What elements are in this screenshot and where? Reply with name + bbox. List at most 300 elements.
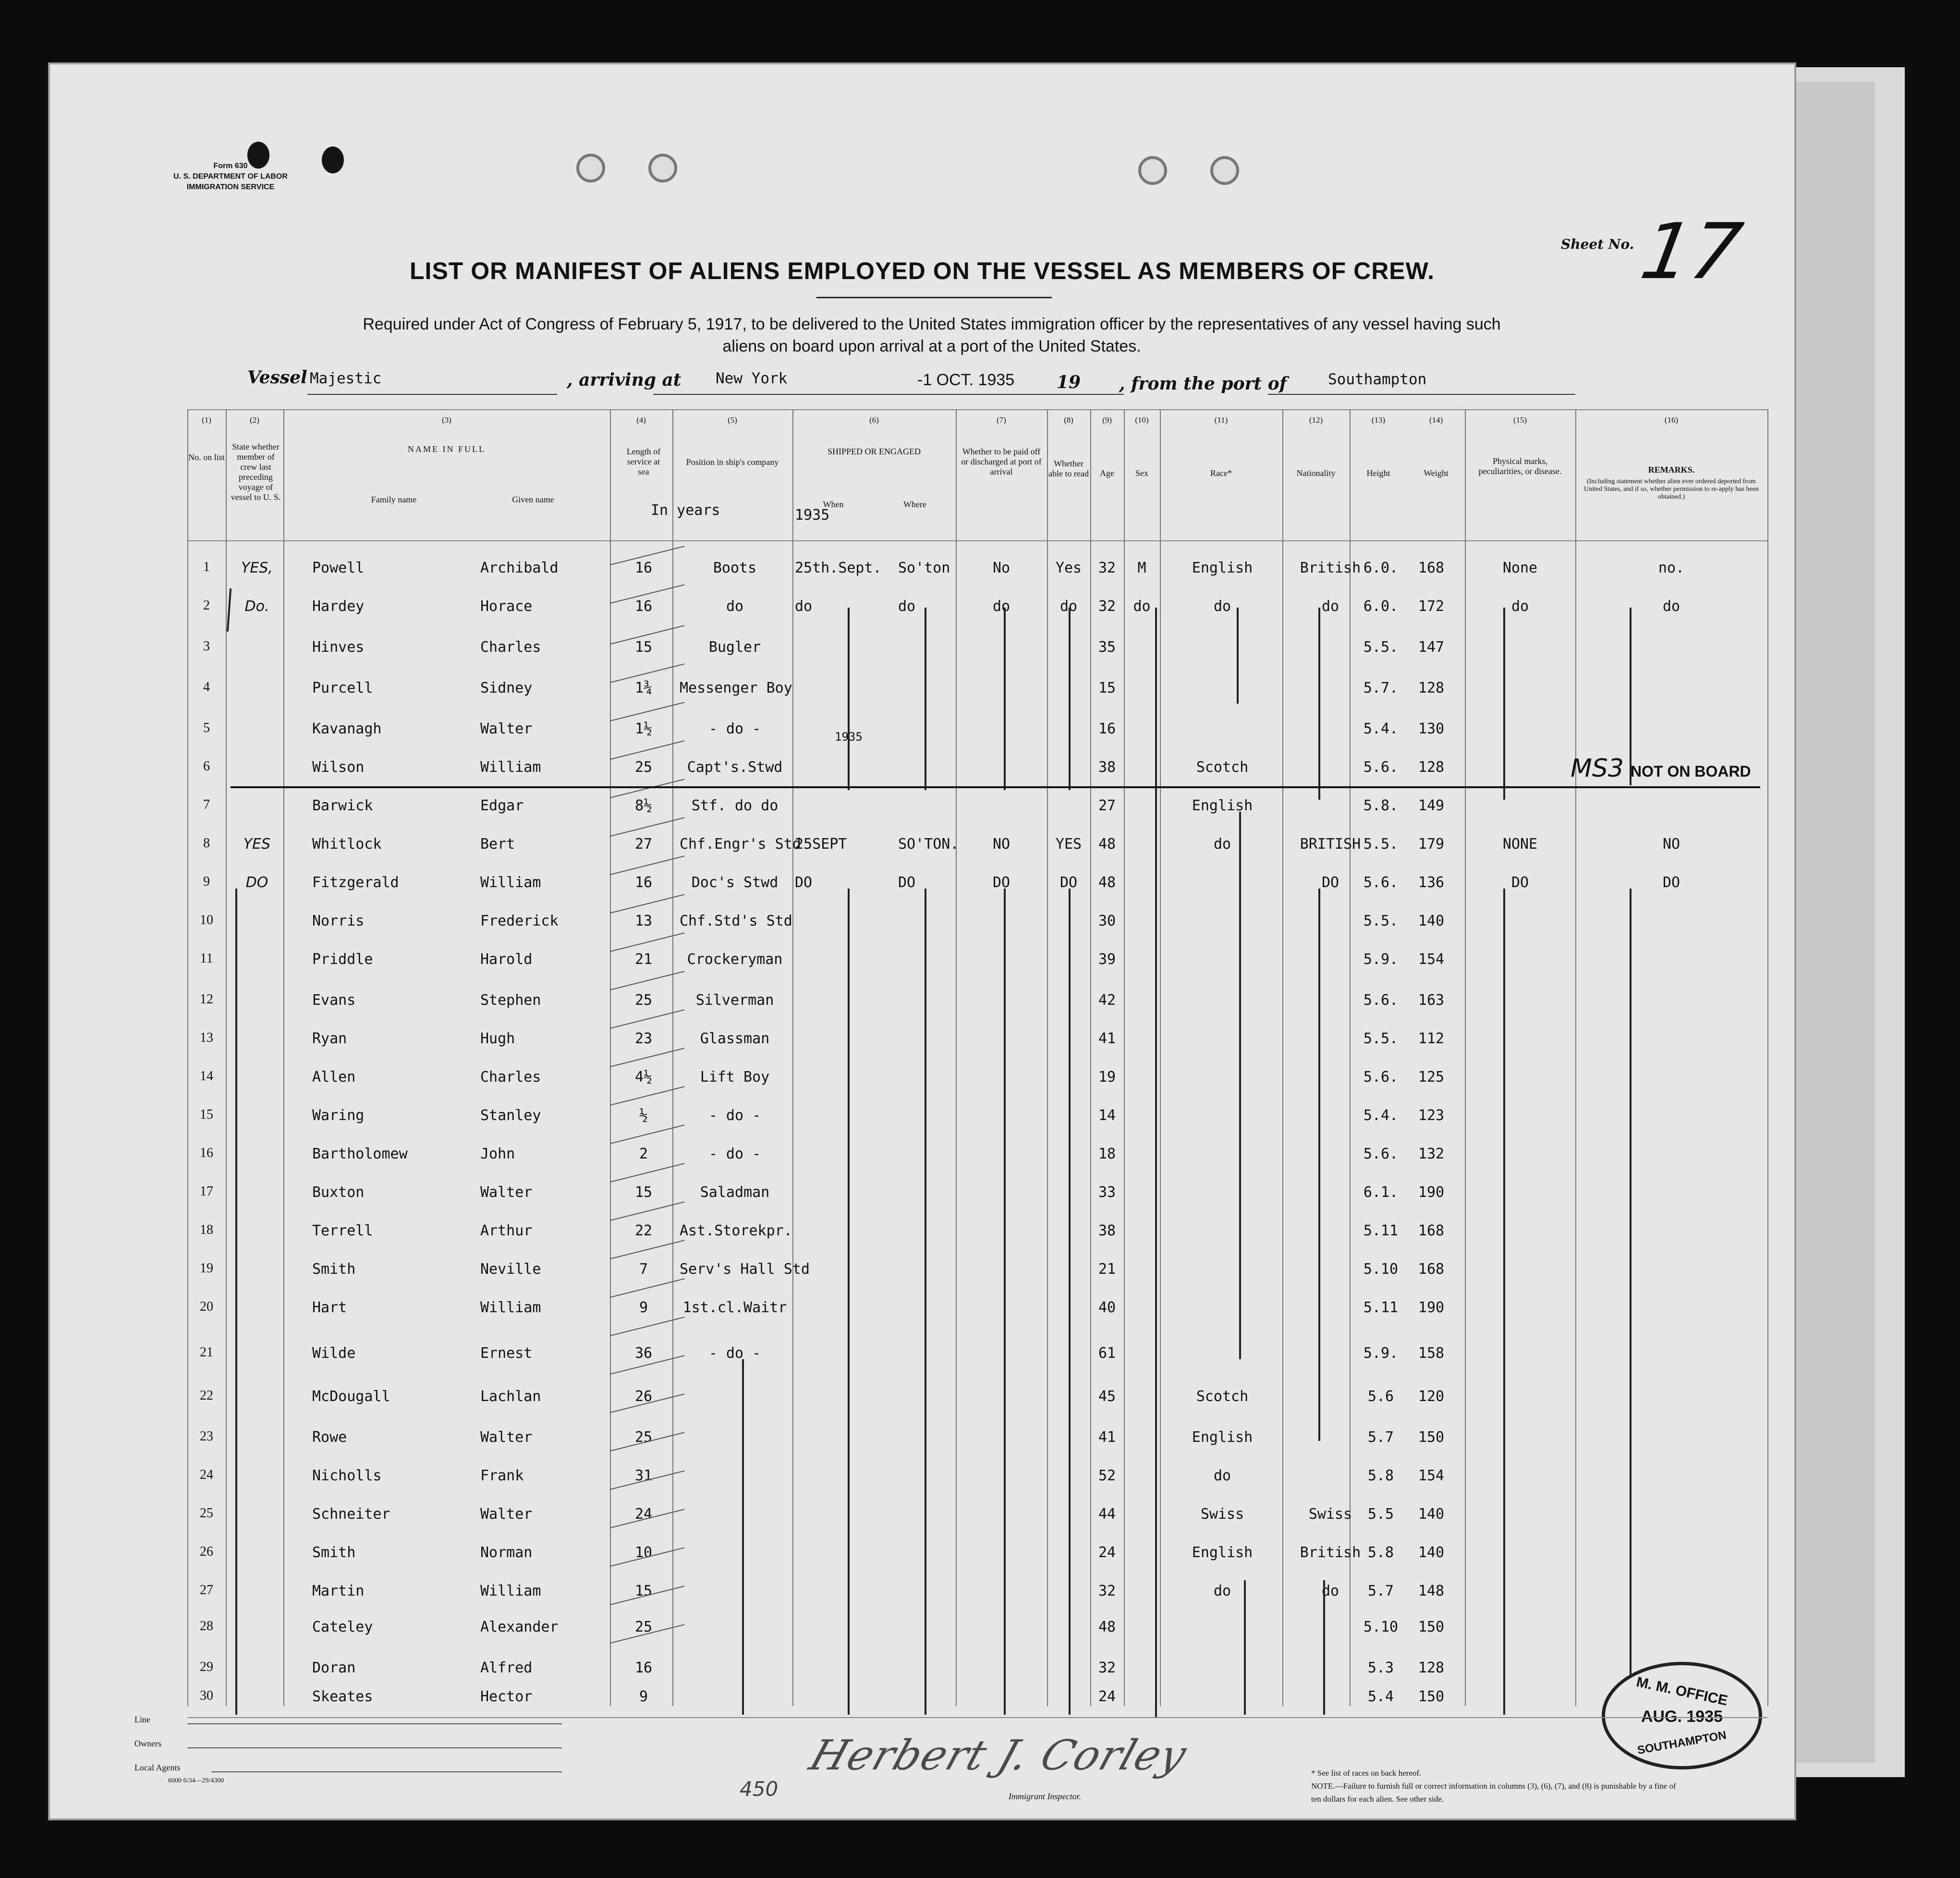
- tally-mark: [610, 932, 685, 952]
- cell-weight: 128: [1418, 759, 1445, 776]
- cell-position: - do -: [708, 720, 761, 737]
- row-number: 2: [203, 598, 210, 613]
- header-in-years: In years: [651, 502, 720, 519]
- cell-weight: 168: [1418, 560, 1445, 576]
- row-number: 19: [200, 1261, 213, 1276]
- cell-age: 21: [1098, 1261, 1116, 1278]
- cell-service: ½: [639, 1107, 648, 1124]
- cell-weight: 148: [1418, 1583, 1445, 1599]
- cell-nationality: Swiss: [1308, 1506, 1352, 1523]
- cell-service: 25: [634, 1429, 653, 1446]
- header-family-name: Family name: [371, 495, 417, 504]
- cell-age: 30: [1098, 913, 1116, 929]
- cell-read: YES: [1055, 836, 1082, 853]
- row-number: 28: [200, 1619, 213, 1634]
- cell-position: 1st.cl.Waitr: [682, 1299, 787, 1316]
- cell-age: 52: [1098, 1467, 1116, 1484]
- cell-height: 5.6.: [1363, 1069, 1399, 1085]
- races-footnote: * See list of races on back hereof.: [1311, 1768, 1422, 1778]
- cell-weight: 130: [1418, 720, 1445, 737]
- cell-weight: 120: [1418, 1388, 1445, 1405]
- cell-marks: DO: [1511, 874, 1529, 891]
- tally-mark: [610, 779, 685, 798]
- cell-weight: 136: [1418, 874, 1445, 891]
- column-number: (3): [442, 415, 451, 425]
- cell-family: Rowe: [312, 1429, 347, 1446]
- cell-given: Ernest: [480, 1345, 533, 1362]
- cell-position: Silverman: [695, 992, 774, 1009]
- header-length-of-service: Length of service at sea: [626, 447, 661, 476]
- cell-family: Hardey: [312, 598, 365, 615]
- cell-age: 24: [1098, 1544, 1116, 1561]
- cell-service: 25: [634, 1619, 653, 1635]
- header-nationality: Nationality: [1296, 468, 1336, 478]
- cell-height: 5.10: [1363, 1261, 1399, 1278]
- cell-height: 5.8.: [1363, 797, 1399, 814]
- cell-height: 5.4: [1367, 1688, 1394, 1705]
- cell-service: 10: [634, 1544, 653, 1561]
- cell-given: Stanley: [480, 1107, 541, 1124]
- row-number: 1: [203, 560, 210, 574]
- row-number: 26: [200, 1544, 213, 1559]
- cell-sex: do: [1133, 598, 1151, 615]
- penalty-note: NOTE.—Failure to furnish full or correct information in columns (3), (6), (7), and (8) is punishable by a fine of ten dollars for each alien. See other side.: [1311, 1781, 1676, 1804]
- header-shipped-or-engaged: SHIPPED OR ENGAGED: [827, 447, 921, 456]
- cell-read: do: [1059, 598, 1078, 615]
- cell-race: do: [1213, 1583, 1231, 1599]
- row-number: 17: [200, 1184, 213, 1199]
- cell-given: Hugh: [480, 1030, 515, 1047]
- header-physical-marks: Physical marks, peculiarities, or disease.: [1478, 456, 1562, 476]
- arrival-port: New York: [716, 370, 788, 387]
- ditto-line: [1630, 889, 1631, 1676]
- cell-weight: 128: [1418, 680, 1445, 696]
- row-number: 29: [200, 1659, 213, 1674]
- cell-paid: do: [992, 598, 1010, 615]
- office-date-stamp: [1602, 1662, 1762, 1769]
- cell-given: Alexander: [480, 1619, 559, 1635]
- cell-given: Archibald: [480, 560, 559, 576]
- cell-family: Martin: [312, 1583, 365, 1599]
- row-number: 25: [200, 1506, 213, 1521]
- cell-age: 16: [1098, 720, 1116, 737]
- cell-weight: 154: [1418, 951, 1445, 968]
- cell-height: 5.5.: [1363, 639, 1399, 656]
- cell-height: 6.1.: [1363, 1184, 1399, 1201]
- cell-age: 38: [1098, 759, 1116, 776]
- cell-race: English: [1192, 1429, 1253, 1446]
- cell-marks: do: [1511, 598, 1529, 615]
- header-paid-off: Whether to be paid off or discharged at port of arrival: [961, 447, 1042, 476]
- row-number: 9: [203, 874, 210, 889]
- cell-service: 1¾: [634, 680, 653, 696]
- binder-ring-icon: [1138, 156, 1167, 185]
- tally-mark: [610, 1240, 685, 1259]
- header-name-in-full: NAME IN FULL: [408, 444, 486, 454]
- cell-age: 32: [1098, 1583, 1116, 1599]
- header-given-name: Given name: [512, 495, 554, 504]
- cell-given: Neville: [480, 1261, 541, 1278]
- ditto-line: [742, 1359, 744, 1715]
- tally-mark: [610, 740, 685, 760]
- cell-family: Cateley: [312, 1619, 373, 1635]
- ditto-line: [1318, 889, 1320, 1441]
- ditto-line: [925, 608, 926, 790]
- cell-age: 48: [1098, 1619, 1116, 1635]
- cell-given: William: [480, 759, 541, 776]
- cell-race: English: [1192, 797, 1253, 814]
- row-number: 16: [200, 1146, 213, 1160]
- ditto-line: [1318, 608, 1320, 800]
- row-number: 30: [200, 1688, 213, 1703]
- footer-line-label: Line: [134, 1715, 150, 1724]
- cell-when: 25SEPT: [795, 836, 847, 853]
- cell-height: 6.0.: [1363, 560, 1399, 576]
- cell-height: 5.6.: [1363, 874, 1399, 891]
- ditto-line: [1004, 889, 1006, 1715]
- service-name: IMMIGRATION SERVICE: [186, 183, 275, 191]
- header-age: Age: [1100, 468, 1114, 478]
- cell-weight: 132: [1418, 1146, 1445, 1162]
- cell-family: Purcell: [312, 680, 373, 696]
- cell-service: 7: [639, 1261, 648, 1278]
- column-number: (10): [1135, 415, 1149, 425]
- cell-weight: 149: [1418, 797, 1445, 814]
- cell-family: Terrell: [312, 1222, 373, 1239]
- cell-height: 5.8: [1367, 1544, 1394, 1561]
- cell-position: - do -: [708, 1146, 761, 1162]
- cell-position: Doc's Stwd: [691, 874, 779, 891]
- footer-owners-rule: [187, 1747, 562, 1748]
- cell-age: 44: [1098, 1506, 1116, 1523]
- cell-family: Hinves: [312, 639, 365, 656]
- ditto-line: [848, 889, 850, 1715]
- table-border: [187, 409, 188, 1706]
- vessel-name: Majestic: [310, 370, 382, 387]
- ditto-line: [1630, 608, 1631, 785]
- cell-weight: 140: [1418, 913, 1445, 929]
- clerk-initials: MS3: [1570, 754, 1624, 783]
- from-port-label: , from the port of: [1119, 374, 1287, 394]
- cell-age: 35: [1098, 639, 1116, 656]
- cell-height: 5.6.: [1363, 759, 1399, 776]
- cell-given: William: [480, 1299, 541, 1316]
- cell-family: Whitlock: [312, 836, 382, 853]
- cell-family: Waring: [312, 1107, 365, 1124]
- strike-through-row-7: [231, 786, 1760, 788]
- tally-mark: [610, 1009, 685, 1029]
- handwritten-number: 450: [740, 1777, 779, 1801]
- cell-service: 9: [639, 1299, 648, 1316]
- cell-height: 5.11: [1363, 1222, 1399, 1239]
- cell-remarks: do: [1662, 598, 1680, 615]
- cell-given: Alfred: [480, 1659, 533, 1676]
- form-number: Form 630: [213, 162, 248, 170]
- cell-nationality: do: [1321, 1583, 1339, 1599]
- binder-ring-icon: [648, 154, 677, 183]
- cell-given: Frederick: [480, 913, 559, 929]
- cell-height: 5.3: [1367, 1659, 1394, 1676]
- cell-position: Glassman: [700, 1030, 770, 1047]
- row-number: 21: [200, 1345, 213, 1360]
- cell-position: Lift Boy: [700, 1069, 770, 1085]
- cell-marks: NONE: [1502, 836, 1538, 853]
- column-number: (2): [250, 415, 259, 425]
- column-number: (4): [636, 415, 646, 425]
- ditto-line: [1237, 608, 1239, 704]
- cell-service: 24: [634, 1506, 653, 1523]
- cell-given: Edgar: [480, 797, 524, 814]
- cell-age: 32: [1098, 598, 1116, 615]
- cell-service: 16: [634, 598, 653, 615]
- row-number: 4: [203, 680, 210, 695]
- row-number: 15: [200, 1107, 213, 1122]
- cell-family: Powell: [312, 560, 365, 576]
- port-underline: [1268, 394, 1575, 395]
- cell-service: 1½: [634, 720, 653, 737]
- header-when: When: [823, 500, 844, 509]
- row-number: 8: [203, 836, 210, 851]
- cell-weight: 168: [1418, 1261, 1445, 1278]
- cell-given: Charles: [480, 1069, 541, 1085]
- cell-prev: Do.: [244, 598, 269, 615]
- cell-family: Wilson: [312, 759, 365, 776]
- tally-mark: [610, 1086, 685, 1106]
- column-number: (15): [1513, 415, 1527, 425]
- cell-age: 40: [1098, 1299, 1116, 1316]
- cell-nationality: DO: [1321, 874, 1339, 891]
- cell-family: Evans: [312, 992, 356, 1009]
- cell-given: Norman: [480, 1544, 533, 1561]
- cell-given: Walter: [480, 1506, 533, 1523]
- cell-position: Serv's Hall Std: [680, 1261, 810, 1278]
- cell-height: 5.7: [1367, 1429, 1394, 1446]
- cell-nationality: British: [1300, 1544, 1361, 1561]
- cell-read: DO: [1059, 874, 1078, 891]
- vessel-underline: [307, 394, 557, 395]
- cell-family: Nicholls: [312, 1467, 382, 1484]
- cell-given: Walter: [480, 720, 533, 737]
- cell-age: 45: [1098, 1388, 1116, 1405]
- cell-service: 26: [634, 1388, 653, 1405]
- row-number: 10: [200, 913, 213, 927]
- year-annotation: 1935: [835, 730, 863, 744]
- cell-given: Walter: [480, 1429, 533, 1446]
- row-number: 14: [200, 1069, 213, 1084]
- form-identifier: [130, 161, 331, 193]
- cell-weight: 154: [1418, 1467, 1445, 1484]
- cell-marks: None: [1502, 560, 1538, 576]
- cell-height: 5.5.: [1363, 836, 1399, 853]
- cell-family: Wilde: [312, 1345, 356, 1362]
- cell-given: Lachlan: [480, 1388, 541, 1405]
- date-underline: [653, 394, 1124, 395]
- cell-family: Ryan: [312, 1030, 347, 1047]
- cell-height: 5.11: [1363, 1299, 1399, 1316]
- cell-weight: 150: [1418, 1688, 1445, 1705]
- arrival-date-stamp: -1 OCT. 1935: [917, 371, 1015, 389]
- cell-age: 32: [1098, 1659, 1116, 1676]
- binder-ring-icon: [1210, 156, 1239, 185]
- row-number: 23: [200, 1429, 213, 1444]
- ditto-line: [1069, 889, 1071, 1715]
- cell-nationality: do: [1321, 598, 1339, 615]
- cell-service: 22: [634, 1222, 653, 1239]
- tally-mark: [610, 702, 685, 721]
- cell-service: 36: [634, 1345, 653, 1362]
- cell-service: 15: [634, 1184, 653, 1201]
- header-where: Where: [903, 500, 926, 509]
- cell-position: Crockeryman: [687, 951, 783, 968]
- arriving-label: , arriving at: [567, 370, 682, 390]
- table-header-rule: [187, 540, 1767, 541]
- cell-service: 8½: [634, 797, 653, 814]
- row-number: 22: [200, 1388, 213, 1403]
- cell-paid: NO: [992, 836, 1010, 853]
- tally-mark: [610, 1201, 685, 1221]
- row-number: 11: [200, 951, 213, 966]
- stamp-office: M. M. OFFICE: [1635, 1674, 1729, 1709]
- sheet-label: Sheet No.: [1561, 236, 1634, 252]
- vessel-label: Vessel: [247, 367, 307, 388]
- cell-service: 25: [634, 759, 653, 776]
- table-bottom-rule: [187, 1717, 1767, 1718]
- cell-height: 5.6: [1367, 1388, 1394, 1405]
- cell-family: McDougall: [312, 1388, 390, 1405]
- cell-service: 27: [634, 836, 653, 853]
- cell-weight: 140: [1418, 1544, 1445, 1561]
- cell-nationality: BRITISH: [1300, 836, 1361, 853]
- ditto-line: [1244, 1580, 1246, 1715]
- cell-position: - do -: [708, 1107, 761, 1124]
- cell-age: 33: [1098, 1184, 1116, 1201]
- cell-age: 48: [1098, 836, 1116, 853]
- cell-position: do: [726, 598, 744, 615]
- cell-when: DO: [795, 874, 813, 891]
- cell-service: 4½: [634, 1069, 653, 1085]
- header-height: Height: [1366, 468, 1390, 478]
- cell-position: Saladman: [700, 1184, 770, 1201]
- column-number: (1): [202, 415, 211, 425]
- cell-position: Chf.Std's Std: [680, 913, 792, 929]
- inspector-signature: Herbert J. Corley: [803, 1732, 1193, 1780]
- cell-age: 18: [1098, 1146, 1116, 1162]
- cell-service: 25: [634, 992, 653, 1009]
- cell-family: Kavanagh: [312, 720, 382, 737]
- tally-mark: [610, 894, 685, 914]
- department-name: U. S. DEPARTMENT OF LABOR: [173, 172, 288, 181]
- cell-remarks: DO: [1662, 874, 1680, 891]
- cell-service: 21: [634, 951, 653, 968]
- tally-mark: [610, 1048, 685, 1067]
- cell-race: Swiss: [1200, 1506, 1244, 1523]
- cell-age: 27: [1098, 797, 1116, 814]
- title-rule: [816, 297, 1052, 298]
- cell-weight: 147: [1418, 639, 1445, 656]
- cell-given: Arthur: [480, 1222, 533, 1239]
- cell-family: Buxton: [312, 1184, 365, 1201]
- cell-read: Yes: [1055, 560, 1082, 576]
- sheet-number: 17: [1634, 207, 1749, 296]
- cell-where: So'ton: [898, 560, 950, 576]
- row-number: 20: [200, 1299, 213, 1314]
- column-number: (11): [1214, 415, 1228, 425]
- cell-weight: 179: [1418, 836, 1445, 853]
- header-previous-voyage: State whether member of crew last preceding voyage of vessel to U. S.: [231, 442, 281, 502]
- row-number: 27: [200, 1583, 213, 1598]
- header-weight: Weight: [1424, 468, 1449, 478]
- cell-age: 61: [1098, 1345, 1116, 1362]
- cell-prev: DO: [245, 874, 268, 891]
- column-divider: [283, 409, 284, 1706]
- column-number: (7): [997, 415, 1006, 425]
- column-number: (8): [1064, 415, 1073, 425]
- cell-weight: 168: [1418, 1222, 1445, 1239]
- cell-weight: 150: [1418, 1619, 1445, 1635]
- cell-family: Smith: [312, 1544, 356, 1561]
- column-number: (14): [1429, 415, 1443, 425]
- cell-age: 39: [1098, 951, 1116, 968]
- cell-given: Frank: [480, 1467, 524, 1484]
- cell-service: 15: [634, 1583, 653, 1599]
- cell-age: 32: [1098, 560, 1116, 576]
- cell-age: 48: [1098, 874, 1116, 891]
- cell-height: 5.9.: [1363, 951, 1399, 968]
- cell-service: 16: [634, 560, 653, 576]
- column-number: (13): [1371, 415, 1386, 425]
- cell-remarks: no.: [1658, 560, 1685, 576]
- cell-age: 41: [1098, 1030, 1116, 1047]
- cell-height: 5.4.: [1363, 720, 1399, 737]
- cell-weight: 128: [1418, 1659, 1445, 1676]
- ditto-line: [235, 889, 237, 1715]
- cell-service: 16: [634, 1659, 653, 1676]
- year-annotation: 1935: [795, 507, 830, 524]
- ditto-line: [1323, 1580, 1325, 1715]
- page-title: LIST OR MANIFEST OF ALIENS EMPLOYED ON THE VESSEL AS MEMBERS OF CREW.: [410, 257, 1435, 284]
- footnotes: [1311, 1767, 1686, 1805]
- cell-family: Fitzgerald: [312, 874, 399, 891]
- cell-service: 15: [634, 639, 653, 656]
- cell-when: 25th.Sept.: [795, 560, 882, 576]
- row-number: 3: [203, 639, 210, 654]
- cell-given: Hector: [480, 1688, 533, 1705]
- page-subtitle: [235, 313, 1628, 357]
- cell-position: Bugler: [708, 639, 761, 656]
- row-number: 6: [203, 759, 210, 774]
- cell-service: 23: [634, 1030, 653, 1047]
- cell-age: 41: [1098, 1429, 1116, 1446]
- footer-agents-label: Local Agents: [134, 1763, 181, 1772]
- row-number: 5: [203, 720, 210, 735]
- cell-where: do: [898, 598, 916, 615]
- cell-race: Scotch: [1196, 759, 1249, 776]
- column-number: (5): [728, 415, 737, 425]
- inspector-label: Immigrant Inspector.: [1009, 1792, 1081, 1801]
- cell-family: Bartholomew: [312, 1146, 408, 1162]
- cell-weight: 190: [1418, 1299, 1445, 1316]
- cell-weight: 125: [1418, 1069, 1445, 1085]
- subtitle-line-1: Required under Act of Congress of February 5, 1917, to be delivered to the United States immigration officer by the representatives of any vessel having such: [363, 315, 1501, 333]
- cell-given: Harold: [480, 951, 533, 968]
- header-position: Position in ship's company: [686, 457, 779, 467]
- header-no-on-list: No. on list: [188, 452, 225, 462]
- tally-mark: [610, 1163, 685, 1183]
- cell-family: Barwick: [312, 797, 373, 814]
- cell-age: 14: [1098, 1107, 1116, 1124]
- tally-mark: [610, 1317, 685, 1336]
- stamp-place: SOUTHAMPTON: [1636, 1728, 1728, 1757]
